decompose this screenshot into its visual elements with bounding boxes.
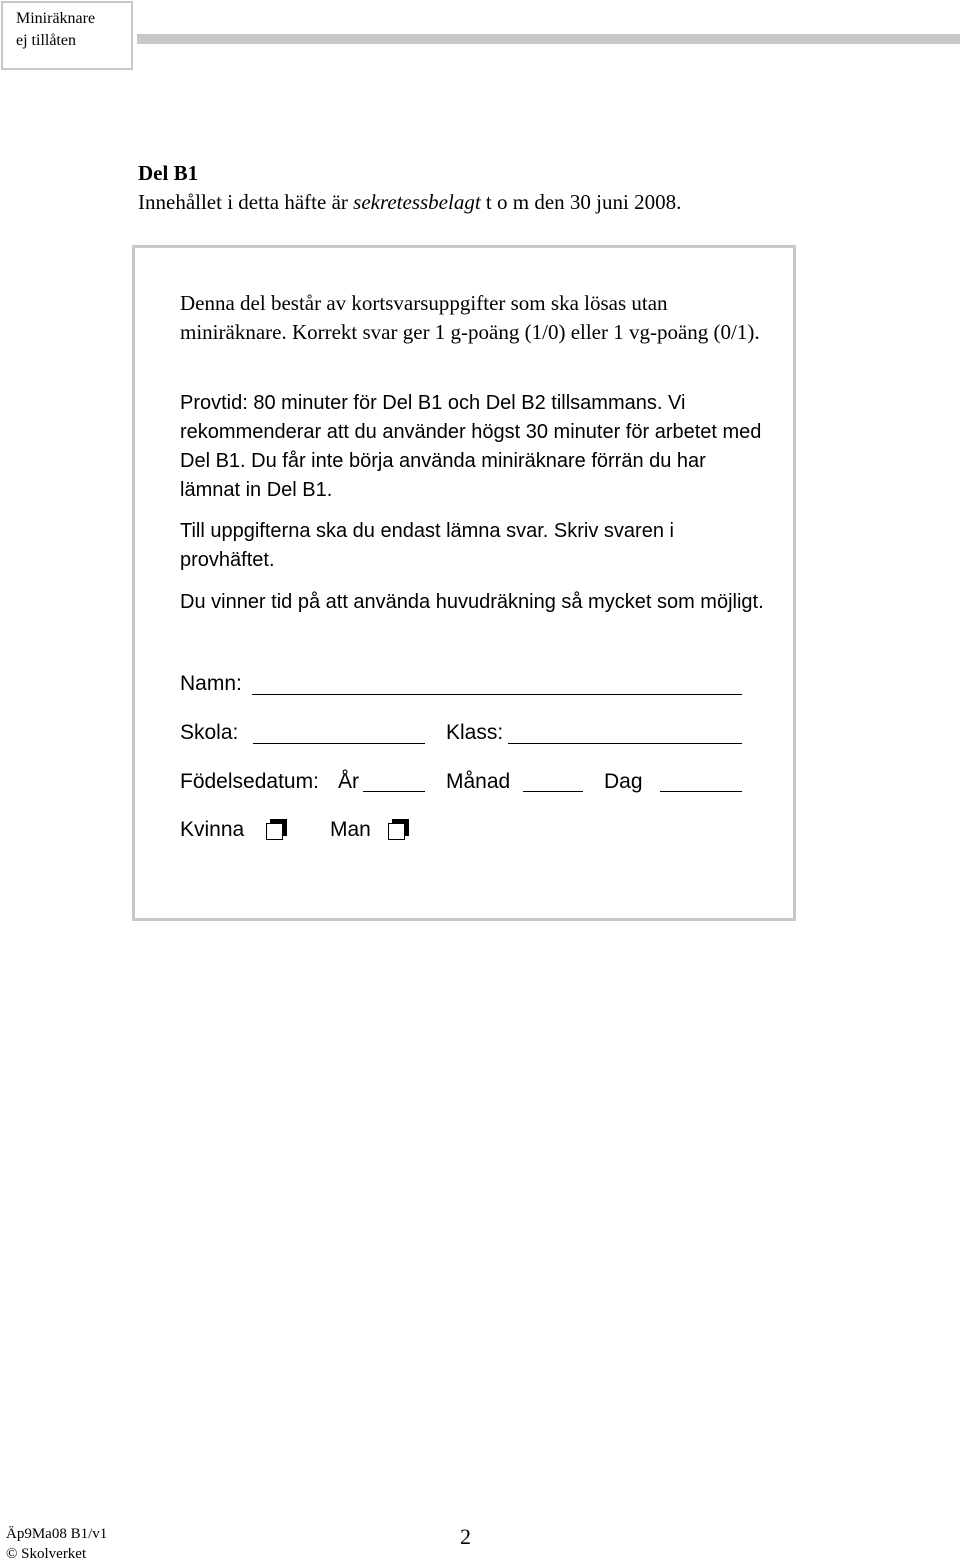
female-label: Kvinna [180,818,245,841]
calculator-notice-line1: Miniräknare [16,10,96,27]
instructions-answers: Till uppgifterna ska du endast lämna svar. Skriv svaren i provhäftet. [180,520,674,571]
header-divider-bar [137,34,960,44]
school-field[interactable] [253,743,425,744]
footer-copyright: © Skolverket [6,1546,87,1562]
class-label: Klass: [446,721,504,744]
year-field[interactable] [363,791,425,792]
confidentiality-emphasis: sekretessbelagt [353,190,481,214]
page-number: 2 [460,1524,471,1549]
day-field[interactable] [660,791,742,792]
calculator-notice-line2: ej tillåten [16,32,76,49]
male-label: Man [330,818,371,841]
class-field[interactable] [508,743,742,744]
day-label: Dag [604,770,643,793]
footer-code-block [6,1524,107,1564]
confidentiality-suffix: t o m den 30 juni 2008. [480,190,682,214]
instructions-time: Provtid: 80 minuter för Del B1 och Del B2 tillsammans. Vi rekommenderar att du använder högst 30 minuter för arbetet med Del B1. Du får inte börja använda miniräknare förrän du har lämnat in Del B1. [180,392,762,501]
confidentiality-prefix: Innehållet i detta häfte är [138,190,354,214]
name-field[interactable] [252,694,742,695]
footer-document-code: Äp9Ma08 B1/v1 [6,1526,108,1542]
calculator-notice [1,1,133,70]
male-checkbox[interactable] [388,823,405,840]
confidentiality-notice [138,189,681,215]
instructions-mental-math: Du vinner tid på att använda huvudräkning så mycket som möjligt. [180,591,764,613]
birthdate-label: Födelsedatum: [180,770,319,793]
year-label: År [338,770,359,793]
name-label: Namn: [180,672,242,695]
month-field[interactable] [523,791,583,792]
instructions-intro: Denna del består av kortsvarsuppgifter som ska lösas utan miniräknare. Korrekt svar ger 1 g-poäng (1/0) eller 1 vg-poäng (0/1). [180,291,760,344]
month-label: Månad [446,770,511,793]
school-label: Skola: [180,721,239,744]
section-title: Del B1 [138,161,199,185]
female-checkbox[interactable] [266,823,283,840]
